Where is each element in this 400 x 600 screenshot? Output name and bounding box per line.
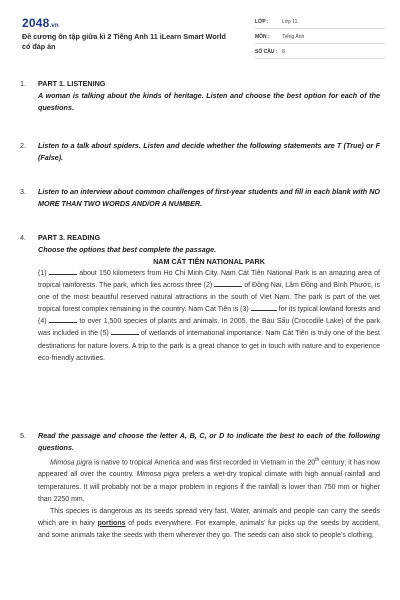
species-name: Mimosa pigra — [50, 459, 93, 467]
meta-key: SỐ CÂU : — [255, 49, 278, 55]
question-number: 1. — [20, 79, 26, 88]
passage-text: prefers a wet-dry tropical climate with high annual rainfall and temperatures. It will probably not be a major problem in regions if the rainfall is lower than 750 mm or higher than 2250 mm. — [38, 471, 380, 503]
blank-2 — [214, 280, 242, 287]
passage-text: about 150 kilometers from Ho Chi Minh City. Nam Cát Tiên National Park is an amazing area of tropical rainforests. The park, which lies across three (2) — [38, 270, 380, 290]
reading-passage — [38, 268, 380, 365]
meta-value: 8 — [282, 49, 285, 55]
question-instruction: Listen to a talk about spiders. Listen and decide whether the following statements are T (True) or F (False). — [38, 141, 380, 162]
question-3 — [0, 186, 400, 232]
question-5 — [0, 430, 400, 542]
passage-text: for its typical lowland forests and (4) — [38, 306, 380, 326]
underlined-word: portions — [97, 519, 126, 527]
meta-row-count — [255, 44, 385, 59]
passage-paragraph-1 — [38, 454, 380, 506]
part-heading: PART 1. LISTENING — [38, 79, 106, 88]
meta-value: Lớp 11 — [282, 19, 298, 25]
question-instruction: Read the passage and choose the letter A, B, C, or D to indicate the best to each of the following questions. — [38, 431, 380, 452]
question-instruction: A woman is talking about the kinds of heritage. Listen and choose the best option for each of the questions. — [38, 91, 380, 112]
blank-3 — [251, 304, 277, 311]
passage-text: is native to tropical America and was first recorded in Vietnam in the 20 — [94, 459, 316, 467]
passage-text: (1) — [38, 270, 47, 277]
passage-text: of wetlands of international importance. Nam Cát Tiên is truly one of the best destinations for nature lovers. A trip to the park is a great chance to get in touch with nature and to experience eco-friendly activities. — [38, 330, 380, 362]
species-name: Mimosa pigra — [136, 471, 180, 479]
meta-key: MÔN : — [255, 34, 270, 40]
blank-1 — [49, 268, 77, 275]
passage-paragraph-2 — [38, 506, 380, 542]
blank-5 — [111, 328, 139, 335]
meta-row-class — [255, 14, 385, 29]
meta-table — [255, 14, 385, 59]
question-4 — [0, 232, 400, 430]
question-number: 3. — [20, 187, 26, 196]
passage-text: This species is dangerous as its seeds spread very fast. Water, animals and people can carry the seeds which are in hairy — [38, 507, 380, 527]
meta-key: LỚP : — [255, 19, 269, 25]
question-instruction: Choose the options that best complete the passage. — [38, 245, 217, 254]
question-2 — [0, 140, 400, 186]
logo-suffix: .vn — [49, 23, 59, 29]
part-heading: PART 3. READING — [38, 233, 101, 242]
questions-list — [0, 78, 400, 542]
question-number: 4. — [20, 233, 26, 242]
blank-4 — [49, 316, 77, 323]
question-number: 2. — [20, 141, 26, 150]
site-logo[interactable] — [22, 16, 59, 30]
passage-text: to over 1,500 species of plants and animals. In 2005, the Bàu Sấu (Crocodile Lake) of the park was included in the (5) — [38, 318, 380, 338]
passage-text: of pods everywhere. For example, animals' fur picks up the seeds by accident, and some animals take the seeds with them wherever they go. The seeds can also stick to people's clothing, — [38, 519, 380, 539]
document-title: Đề cương ôn tập giữa kì 2 Tiếng Anh 11 iLearn Smart World có đáp án — [22, 32, 226, 51]
meta-row-subject — [255, 29, 385, 44]
superscript: th — [315, 457, 320, 463]
logo-text: 2048 — [22, 16, 50, 30]
meta-value: Tiếng Anh — [282, 34, 305, 40]
passage-text: century; it has now appeared all over the country. — [38, 459, 380, 479]
question-1 — [0, 78, 400, 140]
page-header — [0, 0, 400, 68]
question-number: 5. — [20, 431, 26, 440]
passage-text: of Đồng Nai, Lâm Đồng and Bình Phước, is one of the most beautiful reserved natural attractions in the south of Viet Nam. The park is part of the wet tropical forest complex remaining in the country. Nam Cát Tiên is (3) — [38, 282, 380, 314]
question-instruction: Listen to an interview about common challenges of first-year students and fill in each blank with NO MORE THAN TWO WORDS AND/OR A NUMBER. — [38, 187, 380, 208]
passage-title: NAM CÁT TIÊN NATIONAL PARK — [153, 257, 265, 266]
